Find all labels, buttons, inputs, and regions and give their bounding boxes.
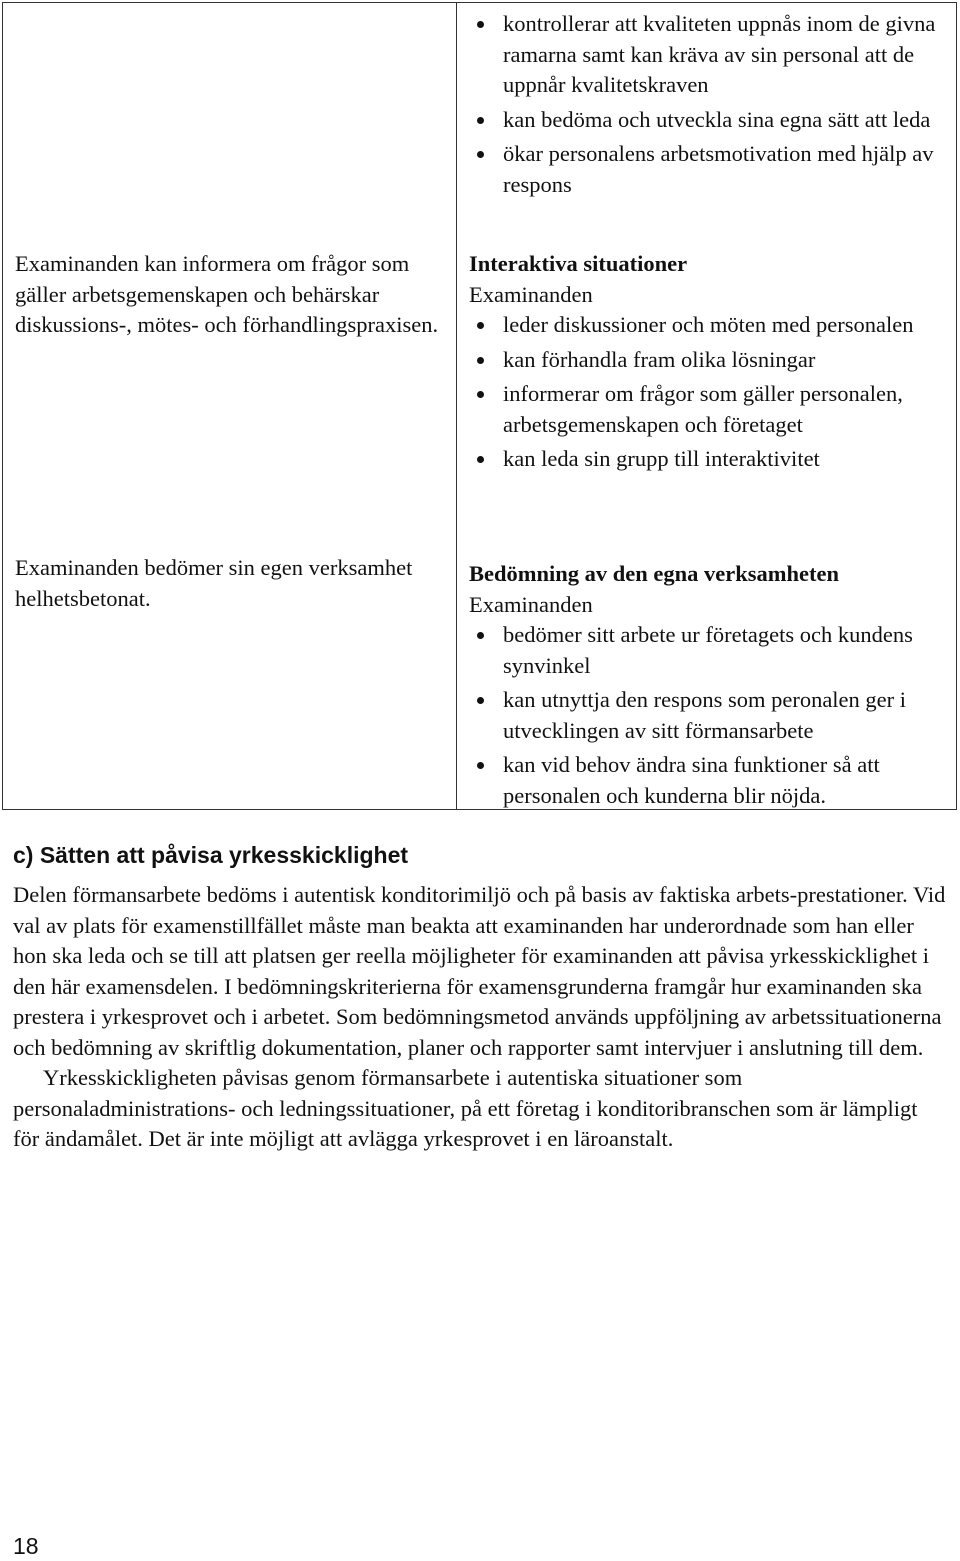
left-criterion-interaction: Examinanden kan informera om frågor som gäller arbetsgemenskapen och behärskar diskussions-, mötes- och förhandlingspraxisen. <box>15 251 439 337</box>
list-item: ökar personalens arbetsmotivation med hjälp av respons <box>469 139 954 200</box>
interactive-bullet-list <box>469 310 954 475</box>
right-section-interactive <box>469 249 954 479</box>
list-item: kan utnyttja den respons som peronalen ger i utvecklingen av sitt förmansarbete <box>469 685 954 746</box>
section-c-heading: c) Sätten att påvisa yrkesskicklighet <box>13 842 409 868</box>
bullet-icon <box>477 117 484 124</box>
list-item: kontrollerar att kvaliteten uppnås inom de givna ramarna samt kan kräva av sin personal att de uppnår kvalitetskraven <box>469 9 954 101</box>
bullet-icon <box>477 151 484 158</box>
bullet-icon <box>477 357 484 364</box>
section-heading: Bedömning av den egna verksamheten <box>469 561 840 586</box>
section-subhead: Examinanden <box>469 281 593 307</box>
section-subhead: Examinanden <box>469 591 593 617</box>
list-item: kan leda sin grupp till interaktivitet <box>469 444 954 475</box>
body-paragraph: Yrkesskickligheten påvisas genom förmansarbete i autentiska situationer som personaladministrations- och ledningssituationer, på ett företag i konditoribranschen som är lämpligt för ändamålet. Det är inte möjligt att avlägga yrkesprovet i en läroanstalt. <box>13 1065 918 1151</box>
bullet-icon <box>477 456 484 463</box>
section-heading: Interaktiva situationer <box>469 251 688 276</box>
list-item: informerar om frågor som gäller personalen, arbetsgemenskapen och företaget <box>469 379 954 440</box>
list-item: leder diskussioner och möten med personalen <box>469 310 954 341</box>
bullet-icon <box>477 632 484 639</box>
bullet-icon <box>477 762 484 769</box>
criteria-table <box>2 2 957 810</box>
bullet-icon <box>477 697 484 704</box>
assessment-bullet-list <box>469 620 954 811</box>
quality-bullet-list <box>469 9 954 200</box>
column-divider <box>456 3 457 809</box>
section-c-body <box>13 880 948 1155</box>
page-number: 18 <box>13 1533 39 1559</box>
bullet-icon <box>477 391 484 398</box>
right-section-self-assessment <box>469 559 954 815</box>
list-item: kan bedöma och utveckla sina egna sätt att leda <box>469 105 954 136</box>
list-item: kan förhandla fram olika lösningar <box>469 345 954 376</box>
bullet-icon <box>477 322 484 329</box>
body-paragraph: Delen förmansarbete bedöms i autentisk konditorimiljö och på basis av faktiska arbets-prestationer. Vid val av plats för examenstillfället måste man beakta att examinanden har underordnade som han eller hon ska leda och se till att platsen ger reella möjligheter för examinanden att påvisa yrkesskicklighet i den här examensdelen. I bedömningskriterierna för examensgrunderna framgår hur examinanden ska prestera i yrkesprovet och i arbetet. Som bedömningsmetod används uppföljning av arbetssituationerna och bedömning av skriftlig dokumentation, planer och rapporter samt intervjuer i anslutning till dem. <box>13 882 946 1060</box>
list-item: bedömer sitt arbete ur företagets och kundens synvinkel <box>469 620 954 681</box>
bullet-icon <box>477 21 484 28</box>
list-item: kan vid behov ändra sina funktioner så att personalen och kunderna blir nöjda. <box>469 750 954 811</box>
right-section-quality <box>469 9 954 204</box>
left-criterion-assessment: Examinanden bedömer sin egen verksamhet helhetsbetonat. <box>15 555 413 611</box>
